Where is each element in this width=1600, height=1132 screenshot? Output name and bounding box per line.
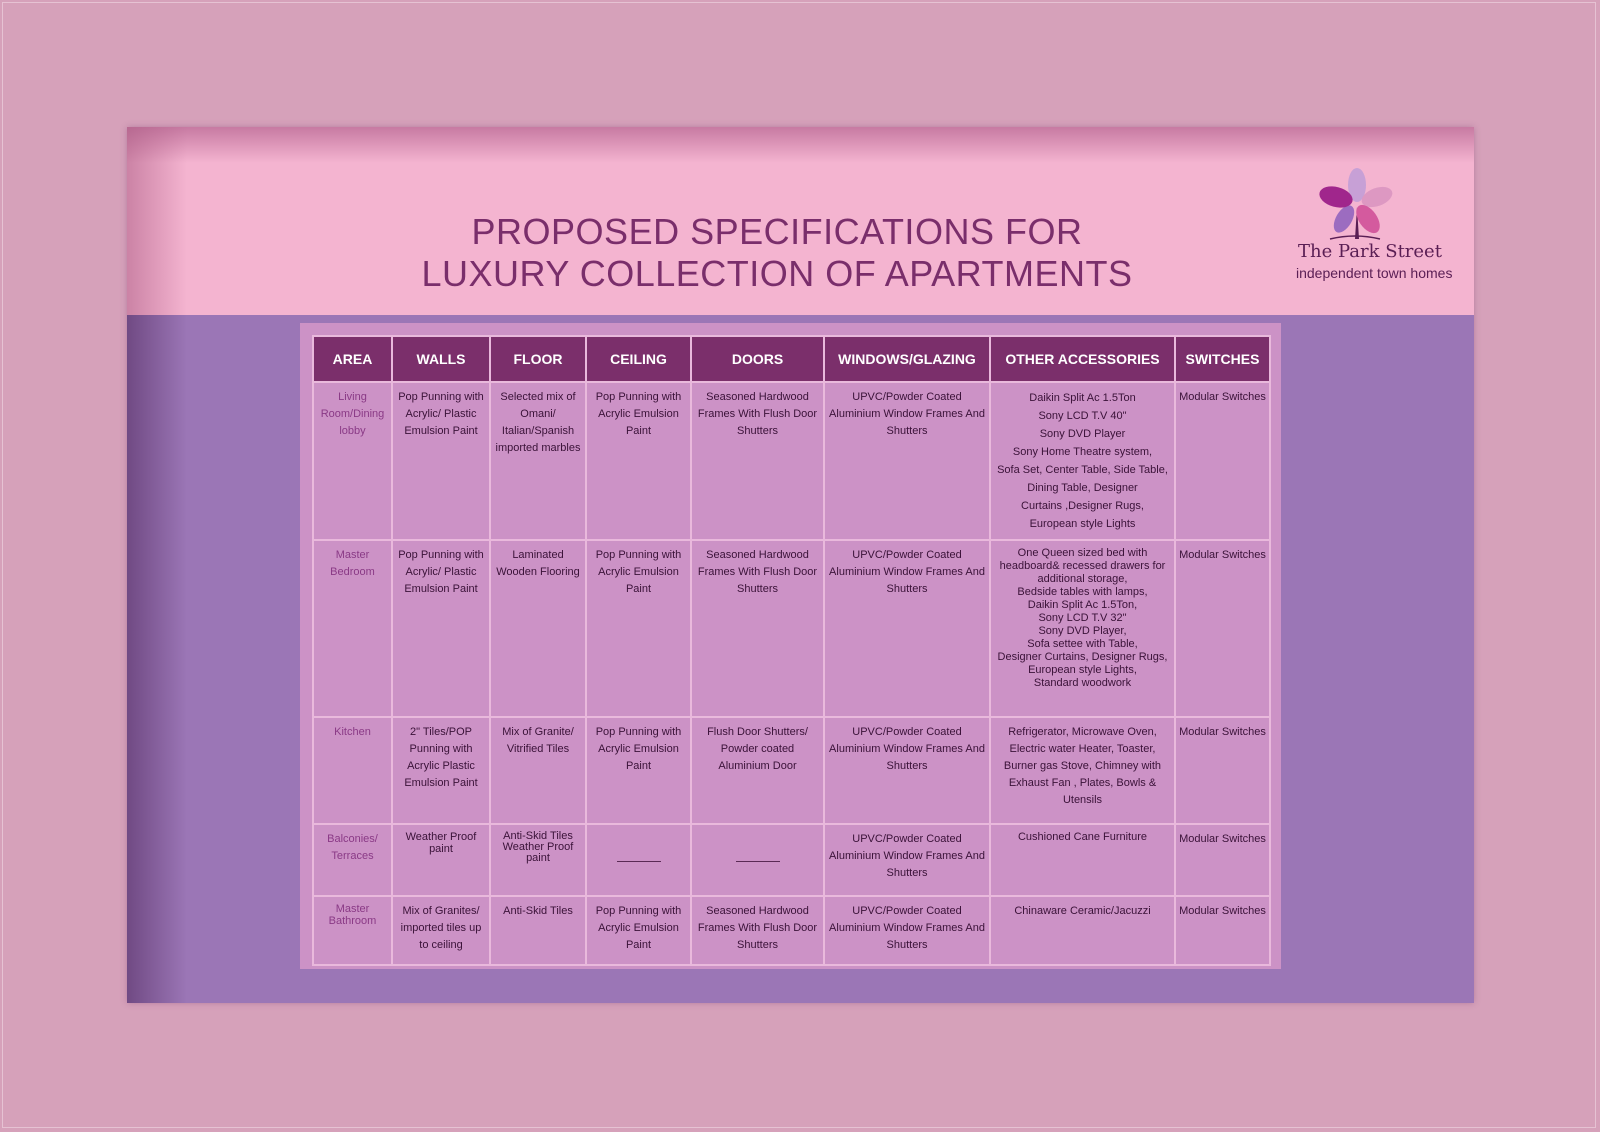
cell-switches: Modular Switches [1175, 382, 1270, 540]
cell-windows: UPVC/Powder Coated Aluminium Window Frames And Shutters [824, 382, 990, 540]
cell-floor: Laminated Wooden Flooring [490, 540, 586, 717]
cell-area: Master Bathroom [313, 896, 392, 965]
cell-ceiling: Pop Punning with Acrylic Emulsion Paint [586, 382, 691, 540]
cell-doors: Seasoned Hardwood Frames With Flush Door Shutters [691, 382, 824, 540]
column-header-windows: WINDOWS/GLAZING [824, 336, 990, 382]
column-header-switches: SWITCHES [1175, 336, 1270, 382]
cell-walls: Pop Punning with Acrylic/ Plastic Emulsion Paint [392, 382, 490, 540]
specification-board [127, 127, 1474, 1003]
column-header-walls: WALLS [392, 336, 490, 382]
column-header-accessories: OTHER ACCESSORIES [990, 336, 1175, 382]
cell-walls: Pop Punning with Acrylic/ Plastic Emulsion Paint [392, 540, 490, 717]
table-row [313, 896, 1270, 965]
cell-walls: Weather Proof paint [392, 824, 490, 896]
cell-area: Balconies/ Terraces [313, 824, 392, 896]
board-header [127, 127, 1474, 315]
cell-switches: Modular Switches [1175, 824, 1270, 896]
cell-doors: Flush Door Shutters/ Powder coated Aluminium Door [691, 717, 824, 824]
cell-ceiling: Pop Punning with Acrylic Emulsion Paint [586, 540, 691, 717]
flower-tree-icon [1310, 167, 1400, 243]
cell-area: Kitchen [313, 717, 392, 824]
cell-ceiling [586, 824, 691, 896]
cell-doors [691, 824, 824, 896]
header-shade-top [127, 127, 1474, 163]
cell-ceiling: Pop Punning with Acrylic Emulsion Paint [586, 896, 691, 965]
specification-table-panel [300, 323, 1281, 969]
cell-doors: Seasoned Hardwood Frames With Flush Door Shutters [691, 896, 824, 965]
column-header-floor: FLOOR [490, 336, 586, 382]
table-row [313, 824, 1270, 896]
column-header-ceiling: CEILING [586, 336, 691, 382]
cell-windows: UPVC/Powder Coated Aluminium Window Frames And Shutters [824, 717, 990, 824]
column-header-doors: DOORS [691, 336, 824, 382]
cell-walls: Mix of Granites/ imported tiles up to ceiling [392, 896, 490, 965]
title-line-2: LUXURY COLLECTION OF APARTMENTS [421, 253, 1133, 294]
cell-accessories: Daikin Split Ac 1.5Ton Sony LCD T.V 40" Sony DVD Player Sony Home Theatre system, Sofa Set, Center Table, Side Table, Dining Table, Designer Curtains ,Designer Rugs, European style Lights [990, 382, 1175, 540]
cell-floor: Mix of Granite/ Vitrified Tiles [490, 717, 586, 824]
cell-switches: Modular Switches [1175, 896, 1270, 965]
brand-name: The Park Street [1298, 241, 1442, 262]
specification-table [312, 335, 1271, 966]
cell-ceiling: Pop Punning with Acrylic Emulsion Paint [586, 717, 691, 824]
cell-accessories: Cushioned Cane Furniture [990, 824, 1175, 896]
empty-dash [736, 861, 780, 862]
cell-windows: UPVC/Powder Coated Aluminium Window Frames And Shutters [824, 824, 990, 896]
empty-dash [617, 861, 661, 862]
header-shade-left [127, 127, 187, 315]
cell-floor: Selected mix of Omani/ Italian/Spanish imported marbles [490, 382, 586, 540]
table-row [313, 717, 1270, 824]
cell-walls: 2" Tiles/POP Punning with Acrylic Plastic Emulsion Paint [392, 717, 490, 824]
column-header-area: AREA [313, 336, 392, 382]
cell-accessories: Refrigerator, Microwave Oven, Electric water Heater, Toaster, Burner gas Stove, Chimney with Exhaust Fan , Plates, Bowls & Utensils [990, 717, 1175, 824]
table-row [313, 540, 1270, 717]
cell-area: Master Bedroom [313, 540, 392, 717]
cell-windows: UPVC/Powder Coated Aluminium Window Frames And Shutters [824, 896, 990, 965]
cell-area: Living Room/Dining lobby [313, 382, 392, 540]
cell-accessories: Chinaware Ceramic/Jacuzzi [990, 896, 1175, 965]
cell-doors: Seasoned Hardwood Frames With Flush Door Shutters [691, 540, 824, 717]
cell-floor: Anti-Skid Tiles Weather Proof paint [490, 824, 586, 896]
cell-switches: Modular Switches [1175, 717, 1270, 824]
page-title [387, 211, 1167, 295]
brand-tagline: independent town homes [1296, 265, 1453, 281]
table-header-row [313, 336, 1270, 382]
table-row [313, 382, 1270, 540]
cell-accessories: One Queen sized bed with headboard& recessed drawers for additional storage, Bedside tables with lamps, Daikin Split Ac 1.5Ton, Sony LCD T.V 32" Sony DVD Player, Sofa settee with Table, Designer Curtains, Designer Rugs, European style Lights, Standard woodwork [990, 540, 1175, 717]
brand-logo [1282, 167, 1462, 297]
cell-switches: Modular Switches [1175, 540, 1270, 717]
cell-floor: Anti-Skid Tiles [490, 896, 586, 965]
cell-windows: UPVC/Powder Coated Aluminium Window Frames And Shutters [824, 540, 990, 717]
title-line-1: PROPOSED SPECIFICATIONS FOR [471, 211, 1083, 252]
